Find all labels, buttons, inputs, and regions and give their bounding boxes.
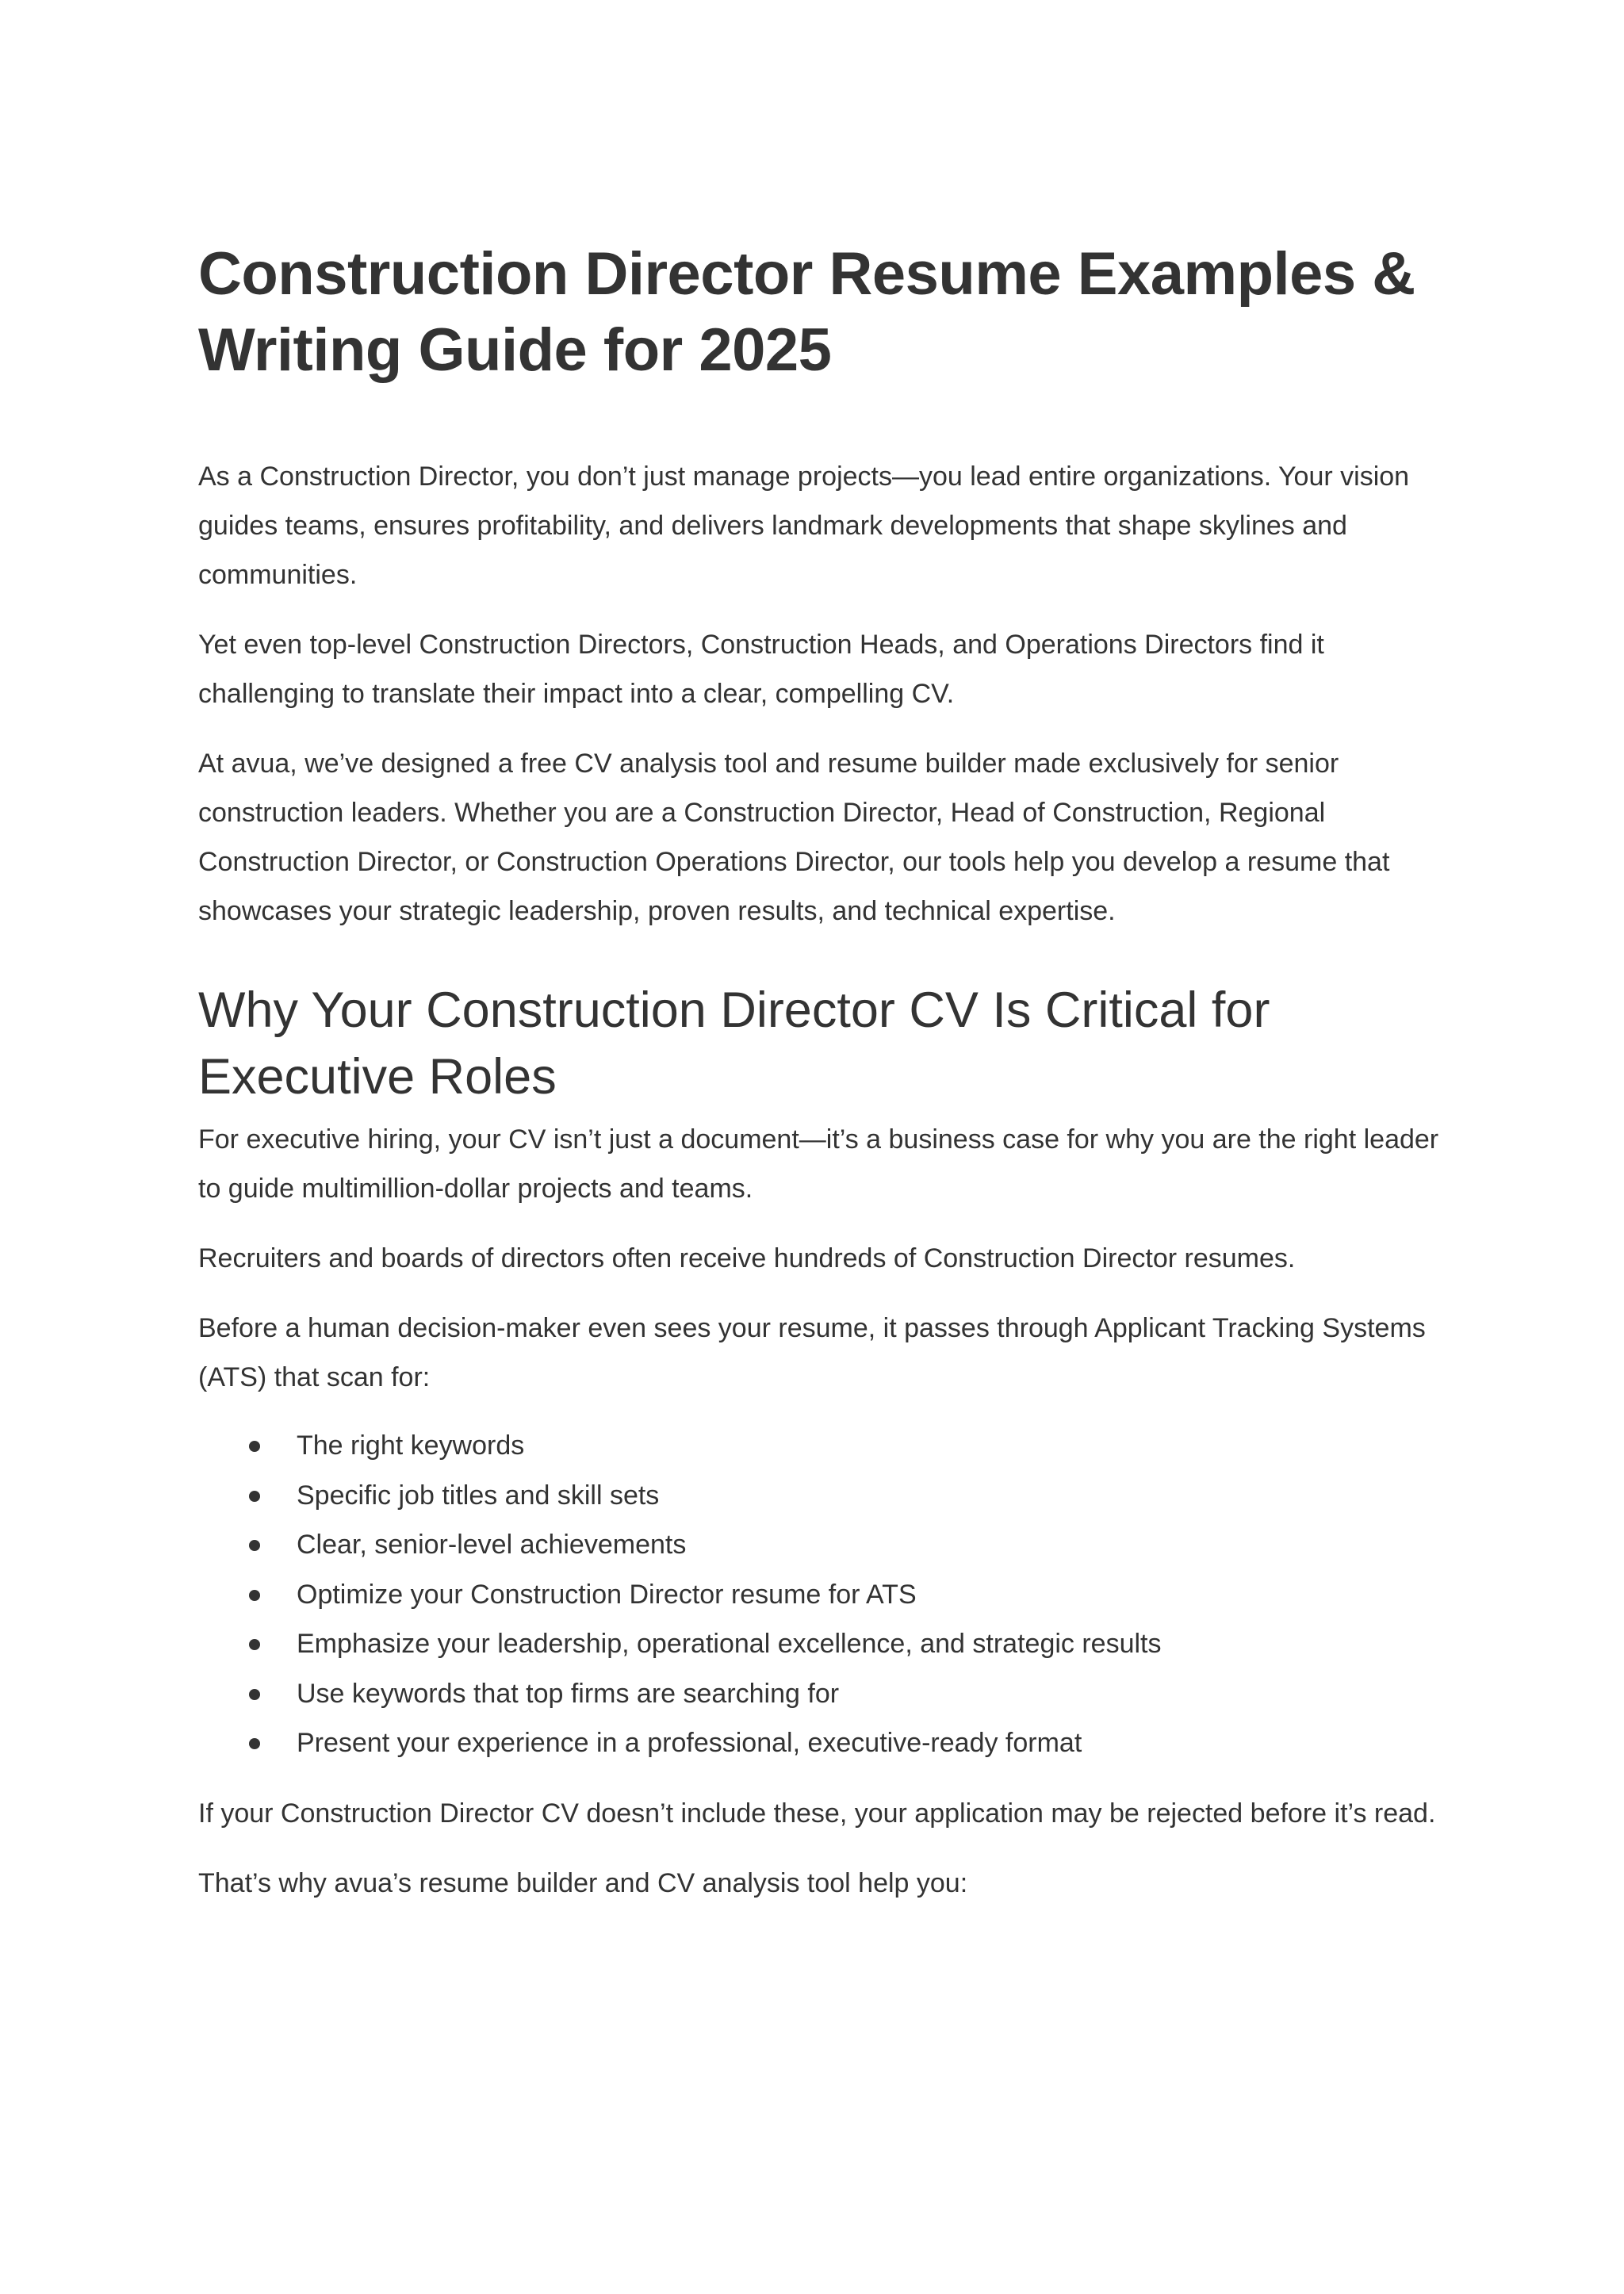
intro-paragraph: As a Construction Director, you don’t just manage projects—you lead entire organizations. Your vision guides teams, ensures profitability, and delivers landmark developments that shape skylines and communities. xyxy=(198,461,1410,590)
list-item-text: Optimize your Construction Director resume for ATS xyxy=(297,1579,917,1610)
body-paragraph: For executive hiring, your CV isn’t just a document—it’s a business case for why you are the right leader to guide multimillion-dollar projects and teams. xyxy=(198,1124,1439,1204)
document-page xyxy=(198,236,1451,1928)
section-heading: Why Your Construction Director CV Is Critical for Executive Roles xyxy=(198,982,1270,1105)
list-item-text: Use keywords that top firms are searching for xyxy=(297,1678,840,1709)
bullet-icon xyxy=(249,1441,260,1452)
page-title: Construction Director Resume Examples & Writing Guide for 2025 xyxy=(198,240,1415,384)
body-paragraph: That’s why avua’s resume builder and CV analysis tool help you: xyxy=(198,1867,968,1898)
ats-bullet-list xyxy=(198,1421,1451,1768)
bullet-icon xyxy=(249,1540,260,1551)
bullet-icon xyxy=(249,1738,260,1749)
bullet-icon xyxy=(249,1639,260,1650)
list-item xyxy=(198,1669,1451,1719)
intro-paragraph: At avua, we’ve designed a free CV analysis tool and resume builder made exclusively for senior construction leaders. Whether you are a Construction Director, Head of Construction, Regional Construction Director, or Construction Operations Director, our tools help you develop a resume that showcases your strategic leadership, proven results, and technical expertise. xyxy=(198,749,1390,926)
list-item-text: The right keywords xyxy=(297,1430,525,1461)
section-body xyxy=(198,1115,1451,1908)
bullet-icon xyxy=(249,1491,260,1502)
list-item xyxy=(198,1421,1451,1471)
list-item xyxy=(198,1718,1451,1768)
intro-section xyxy=(198,452,1451,936)
list-item-text: Specific job titles and skill sets xyxy=(297,1480,660,1511)
bullet-icon xyxy=(249,1590,260,1601)
list-item xyxy=(198,1520,1451,1570)
list-item-text: Clear, senior-level achievements xyxy=(297,1530,687,1560)
body-paragraph: Recruiters and boards of directors often receive hundreds of Construction Director resumes. xyxy=(198,1243,1296,1273)
list-item xyxy=(198,1471,1451,1521)
list-item-text: Emphasize your leadership, operational excellence, and strategic results xyxy=(297,1629,1162,1659)
bullet-icon xyxy=(249,1689,260,1700)
intro-paragraph: Yet even top-level Construction Directors, Construction Heads, and Operations Directors find it challenging to translate their impact into a clear, compelling CV. xyxy=(198,630,1324,709)
body-paragraph: Before a human decision-maker even sees your resume, it passes through Applicant Tracking Systems (ATS) that scan for: xyxy=(198,1313,1426,1392)
body-paragraph: If your Construction Director CV doesn’t include these, your application may be rejected before it’s read. xyxy=(198,1798,1436,1829)
list-item-text: Present your experience in a professional, executive-ready format xyxy=(297,1728,1082,1758)
list-item xyxy=(198,1619,1451,1669)
list-item xyxy=(198,1570,1451,1620)
